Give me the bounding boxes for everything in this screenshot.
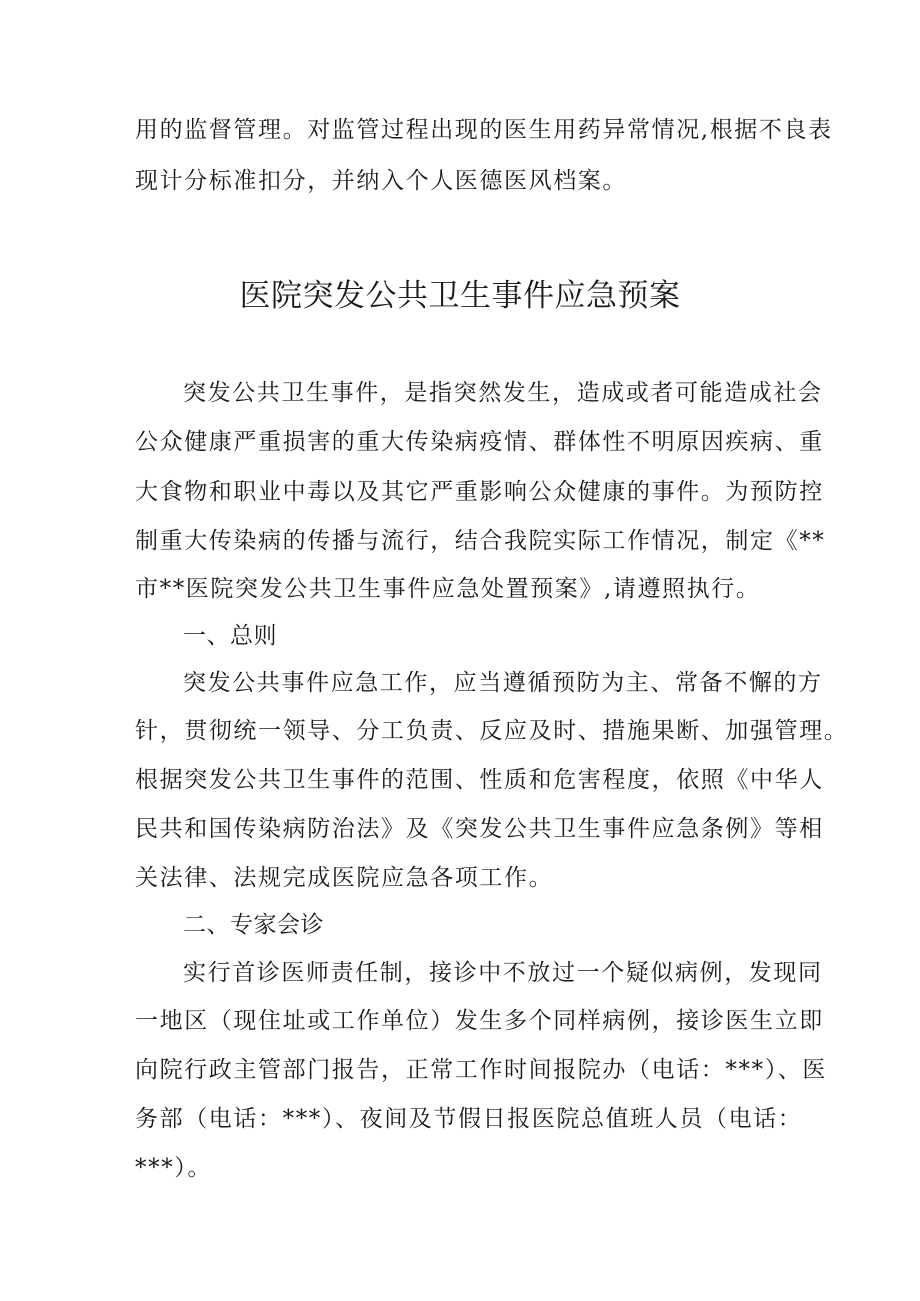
- paragraph-line: 根据突发公共卫生事件的范围、性质和危害程度，依照《中华人: [135, 767, 824, 793]
- section-heading: 二、专家会诊: [183, 912, 324, 938]
- paragraph-line: 实行首诊医师责任制，接诊中不放过一个疑似病例，发现同: [183, 960, 823, 986]
- paragraph-line: 制重大传染病的传播与流行，结合我院实际工作情况，制定《**: [135, 528, 826, 554]
- paragraph-line: 用的监督管理。对监管过程出现的医生用药异常情况,根据不良表: [135, 117, 833, 143]
- paragraph-line: ***）。: [135, 1155, 212, 1181]
- paragraph-line: 关法律、法规完成医院应急各项工作。: [135, 865, 554, 891]
- paragraph-line: 突发公共卫生事件，是指突然发生，造成或者可能造成社会: [183, 380, 823, 406]
- paragraph-line: 针，贯彻统一领导、分工负责、反应及时、措施果断、加强管理。: [135, 718, 849, 744]
- paragraph-line: 公众健康严重损害的重大传染病疫情、群体性不明原因疾病、重: [135, 429, 824, 455]
- paragraph-line: 突发公共事件应急工作，应当遵循预防为主、常备不懈的方: [183, 670, 823, 696]
- paragraph-line: 务部（电话：***）、夜间及节假日报医院总值班人员（电话：: [135, 1106, 803, 1132]
- section-heading: 一、总则: [183, 623, 277, 649]
- paragraph-line: 现计分标准扣分，并纳入个人医德医风档案。: [135, 168, 627, 194]
- paragraph-line: 民共和国传染病防治法》及《突发公共卫生事件应急条例》等相: [135, 816, 824, 842]
- paragraph-line: 向院行政主管部门报告，正常工作时间报院办（电话：***）、医: [135, 1057, 827, 1083]
- paragraph-line: 大食物和职业中毒以及其它严重影响公众健康的事件。为预防控: [135, 479, 824, 505]
- paragraph-line: 市**医院突发公共卫生事件应急处置预案》,请遵照执行。: [135, 576, 761, 602]
- document-title: 医院突发公共卫生事件应急预案: [239, 278, 681, 314]
- paragraph-line: 一地区（现住址或工作单位）发生多个同样病例，接诊医生立即: [135, 1008, 824, 1034]
